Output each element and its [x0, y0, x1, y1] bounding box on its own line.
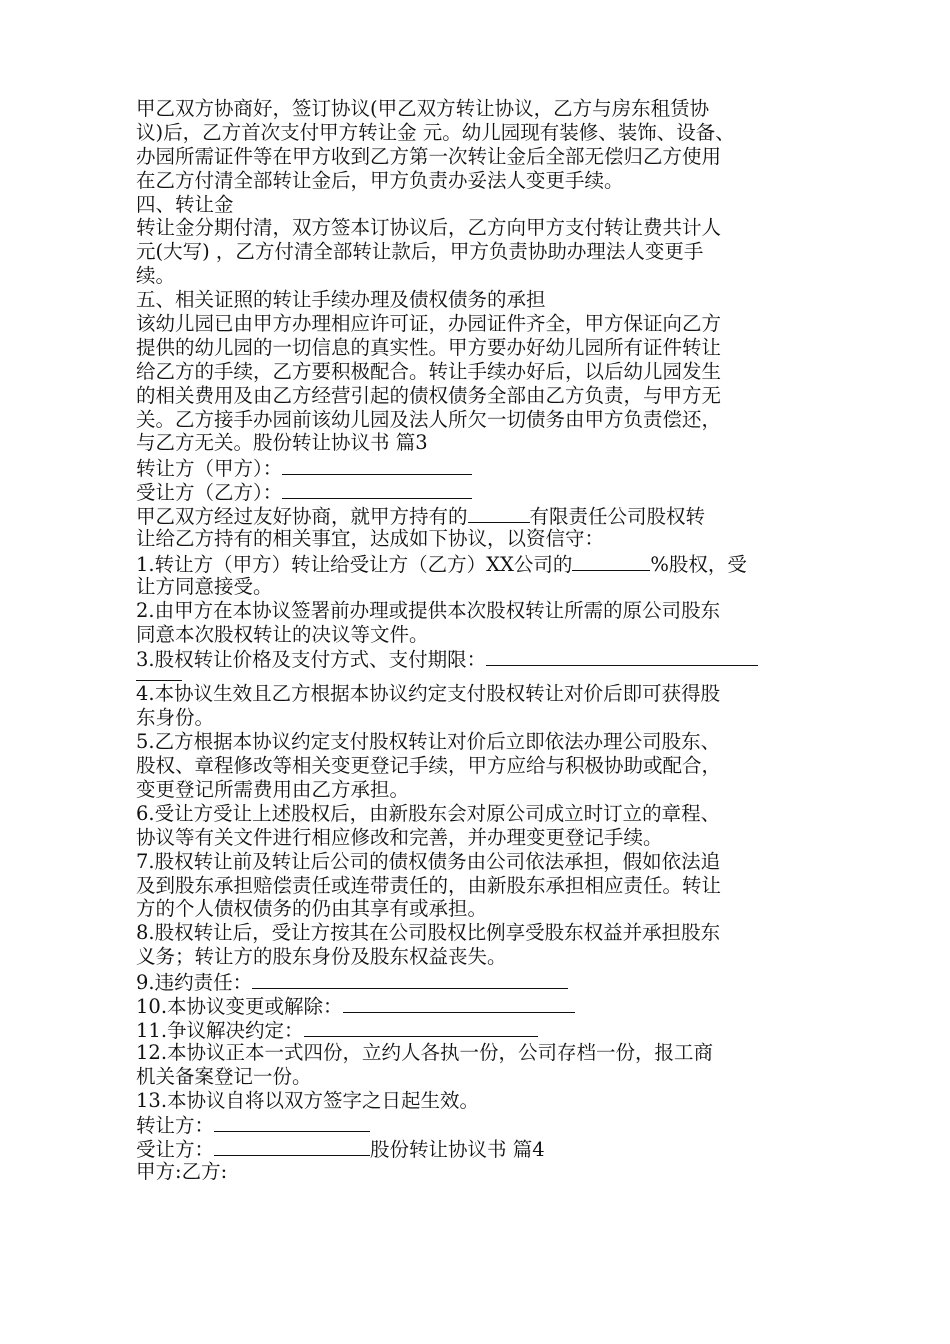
text-line: 甲乙双方协商好，签订协议(甲乙双方转让协议，乙方与房东租赁协 [136, 97, 710, 120]
text-run: 有限责任公司股权转 [529, 505, 706, 529]
text-line: 东身份。 [136, 706, 215, 730]
fill-blank [304, 1017, 538, 1037]
text-line: 义务；转让方的股东身份及股东权益丧失。 [136, 945, 507, 969]
text-line: 的相关费用及由乙方经营引起的债权债务全部由乙方负责，与甲方无 [136, 383, 722, 407]
clause-13: 13.本协议自将以双方签字之日起生效。 [136, 1088, 480, 1112]
text-run: 9.违约责任： [136, 971, 253, 995]
intro-line [136, 503, 816, 527]
clause-1-cont: 让方同意接受。 [136, 574, 273, 598]
text-run: 11.争议解决约定： [136, 1018, 304, 1042]
text-line: 股权、章程修改等相关变更登记手续，甲方应给与积极协助或配合， [136, 754, 722, 778]
text-run: 1.转让方（甲方）转让给受让方（乙方）XX公司的 [136, 552, 573, 576]
text-run: 甲乙双方经过友好协商，就甲方持有的 [136, 505, 468, 529]
text-line: 关。乙方接手办园前该幼儿园及法人所欠一切债务由甲方负责偿还， [136, 407, 722, 431]
clause-2-cont: 同意本次股权转让的决议等文件。 [136, 622, 429, 646]
fill-blank [343, 993, 575, 1013]
text-line: 协议等有关文件进行相应修改和完善，并办理变更登记手续。 [136, 825, 663, 849]
signature-transferor [136, 1112, 816, 1136]
fill-blank [214, 1112, 370, 1132]
clause-9 [136, 969, 816, 993]
clause-12-cont: 机关备案登记一份。 [136, 1064, 312, 1088]
text-line: 6.受让方受让上述股权后，由新股东会对原公司成立时订立的章程、 [136, 801, 721, 825]
intro-line: 让给乙方持有的相关事宜，达成如下协议，以资信守： [136, 527, 605, 551]
clause-3-cont [136, 670, 816, 682]
fill-blank [214, 1136, 370, 1156]
text-run: 10.本协议变更或解除： [136, 994, 343, 1018]
text-line: 方的个人债权债务的仍由其享有或承担。 [136, 897, 488, 921]
text-run: 转让方： [136, 1114, 215, 1138]
text-line: 5.乙方根据本协议约定支付股权转让对价后立即依法办理公司股东、 [136, 730, 721, 754]
paragraph-block-1 [136, 97, 816, 455]
text-run: %股权，受 [650, 552, 747, 576]
transferor-label: 转让方（甲方）： [136, 457, 283, 481]
transferee-label: 受让方（乙方）： [136, 481, 283, 505]
fill-blank [252, 969, 568, 989]
clause-11 [136, 1017, 816, 1041]
text-line: 4.本协议生效且乙方根据本协议约定支付股权转让对价后即可获得股 [136, 682, 721, 706]
text-line: 给乙方的手续，乙方要积极配合。转让手续办好后，以后幼儿园发生 [136, 359, 722, 383]
text-run: 受让方： [136, 1138, 215, 1162]
section-heading: 四、转让金 [136, 192, 234, 216]
text-line: 该幼儿园已由甲方办理相应许可证，办园证件齐全，甲方保证向乙方 [136, 312, 722, 336]
clause-1 [136, 551, 816, 575]
transferee-line [136, 479, 816, 503]
document-body [136, 97, 816, 1184]
text-line: 与乙方无关。股份转让协议书 篇3 [136, 431, 428, 455]
section-title: 股份转让协议书 篇4 [370, 1138, 545, 1162]
text-line: 8.股权转让后，受让方按其在公司股权比例享受股东权益并承担股东 [136, 921, 721, 945]
clause-12: 12.本协议正本一式四份，立约人各执一份，公司存档一份，报工商 [136, 1040, 714, 1064]
transferor-line [136, 455, 816, 479]
text-line: 变更登记所需费用由乙方承担。 [136, 777, 410, 801]
clause-10 [136, 993, 816, 1017]
text-line: 在乙方付清全部转让金后，甲方负责办妥法人变更手续。 [136, 168, 624, 192]
text-line: 7.股权转让前及转让后公司的债权债务由公司依法承担，假如依法追 [136, 849, 721, 873]
fill-blank [468, 503, 530, 523]
parties-line: 甲方:乙方: [136, 1160, 228, 1184]
text-line: 续。 [136, 264, 176, 288]
clause-3 [136, 646, 816, 670]
text-line: 转让金分期付清，双方签本订协议后，乙方向甲方支付转让费共计人 [136, 216, 722, 240]
signature-transferee [136, 1136, 816, 1160]
fill-blank [136, 670, 182, 681]
clauses-4-8 [136, 682, 816, 969]
fill-blank [282, 455, 472, 475]
text-line: 及到股东承担赔偿责任或连带责任的，由新股东承担相应责任。转让 [136, 873, 722, 897]
fill-blank [486, 646, 758, 666]
text-line: 办园所需证件等在甲方收到乙方第一次转让金后全部无偿归乙方使用 [136, 144, 722, 168]
text-line: 议)后，乙方首次支付甲方转让金 元。幼儿园现有装修、装饰、设备、 [136, 120, 735, 144]
text-line: 提供的幼儿园的一切信息的真实性。甲方要办好幼儿园所有证件转让 [136, 335, 722, 359]
text-line: 元(大写) ，乙方付清全部转让款后，甲方负责协助办理法人变更手 [136, 240, 704, 264]
clause-2: 2.由甲方在本协议签署前办理或提供本次股权转让所需的原公司股东 [136, 598, 721, 622]
section-heading: 五、相关证照的转让手续办理及债权债务的承担 [136, 288, 546, 312]
fill-blank [572, 551, 650, 571]
fill-blank [282, 479, 472, 499]
text-run: 3.股权转让价格及支付方式、支付期限： [136, 648, 487, 672]
